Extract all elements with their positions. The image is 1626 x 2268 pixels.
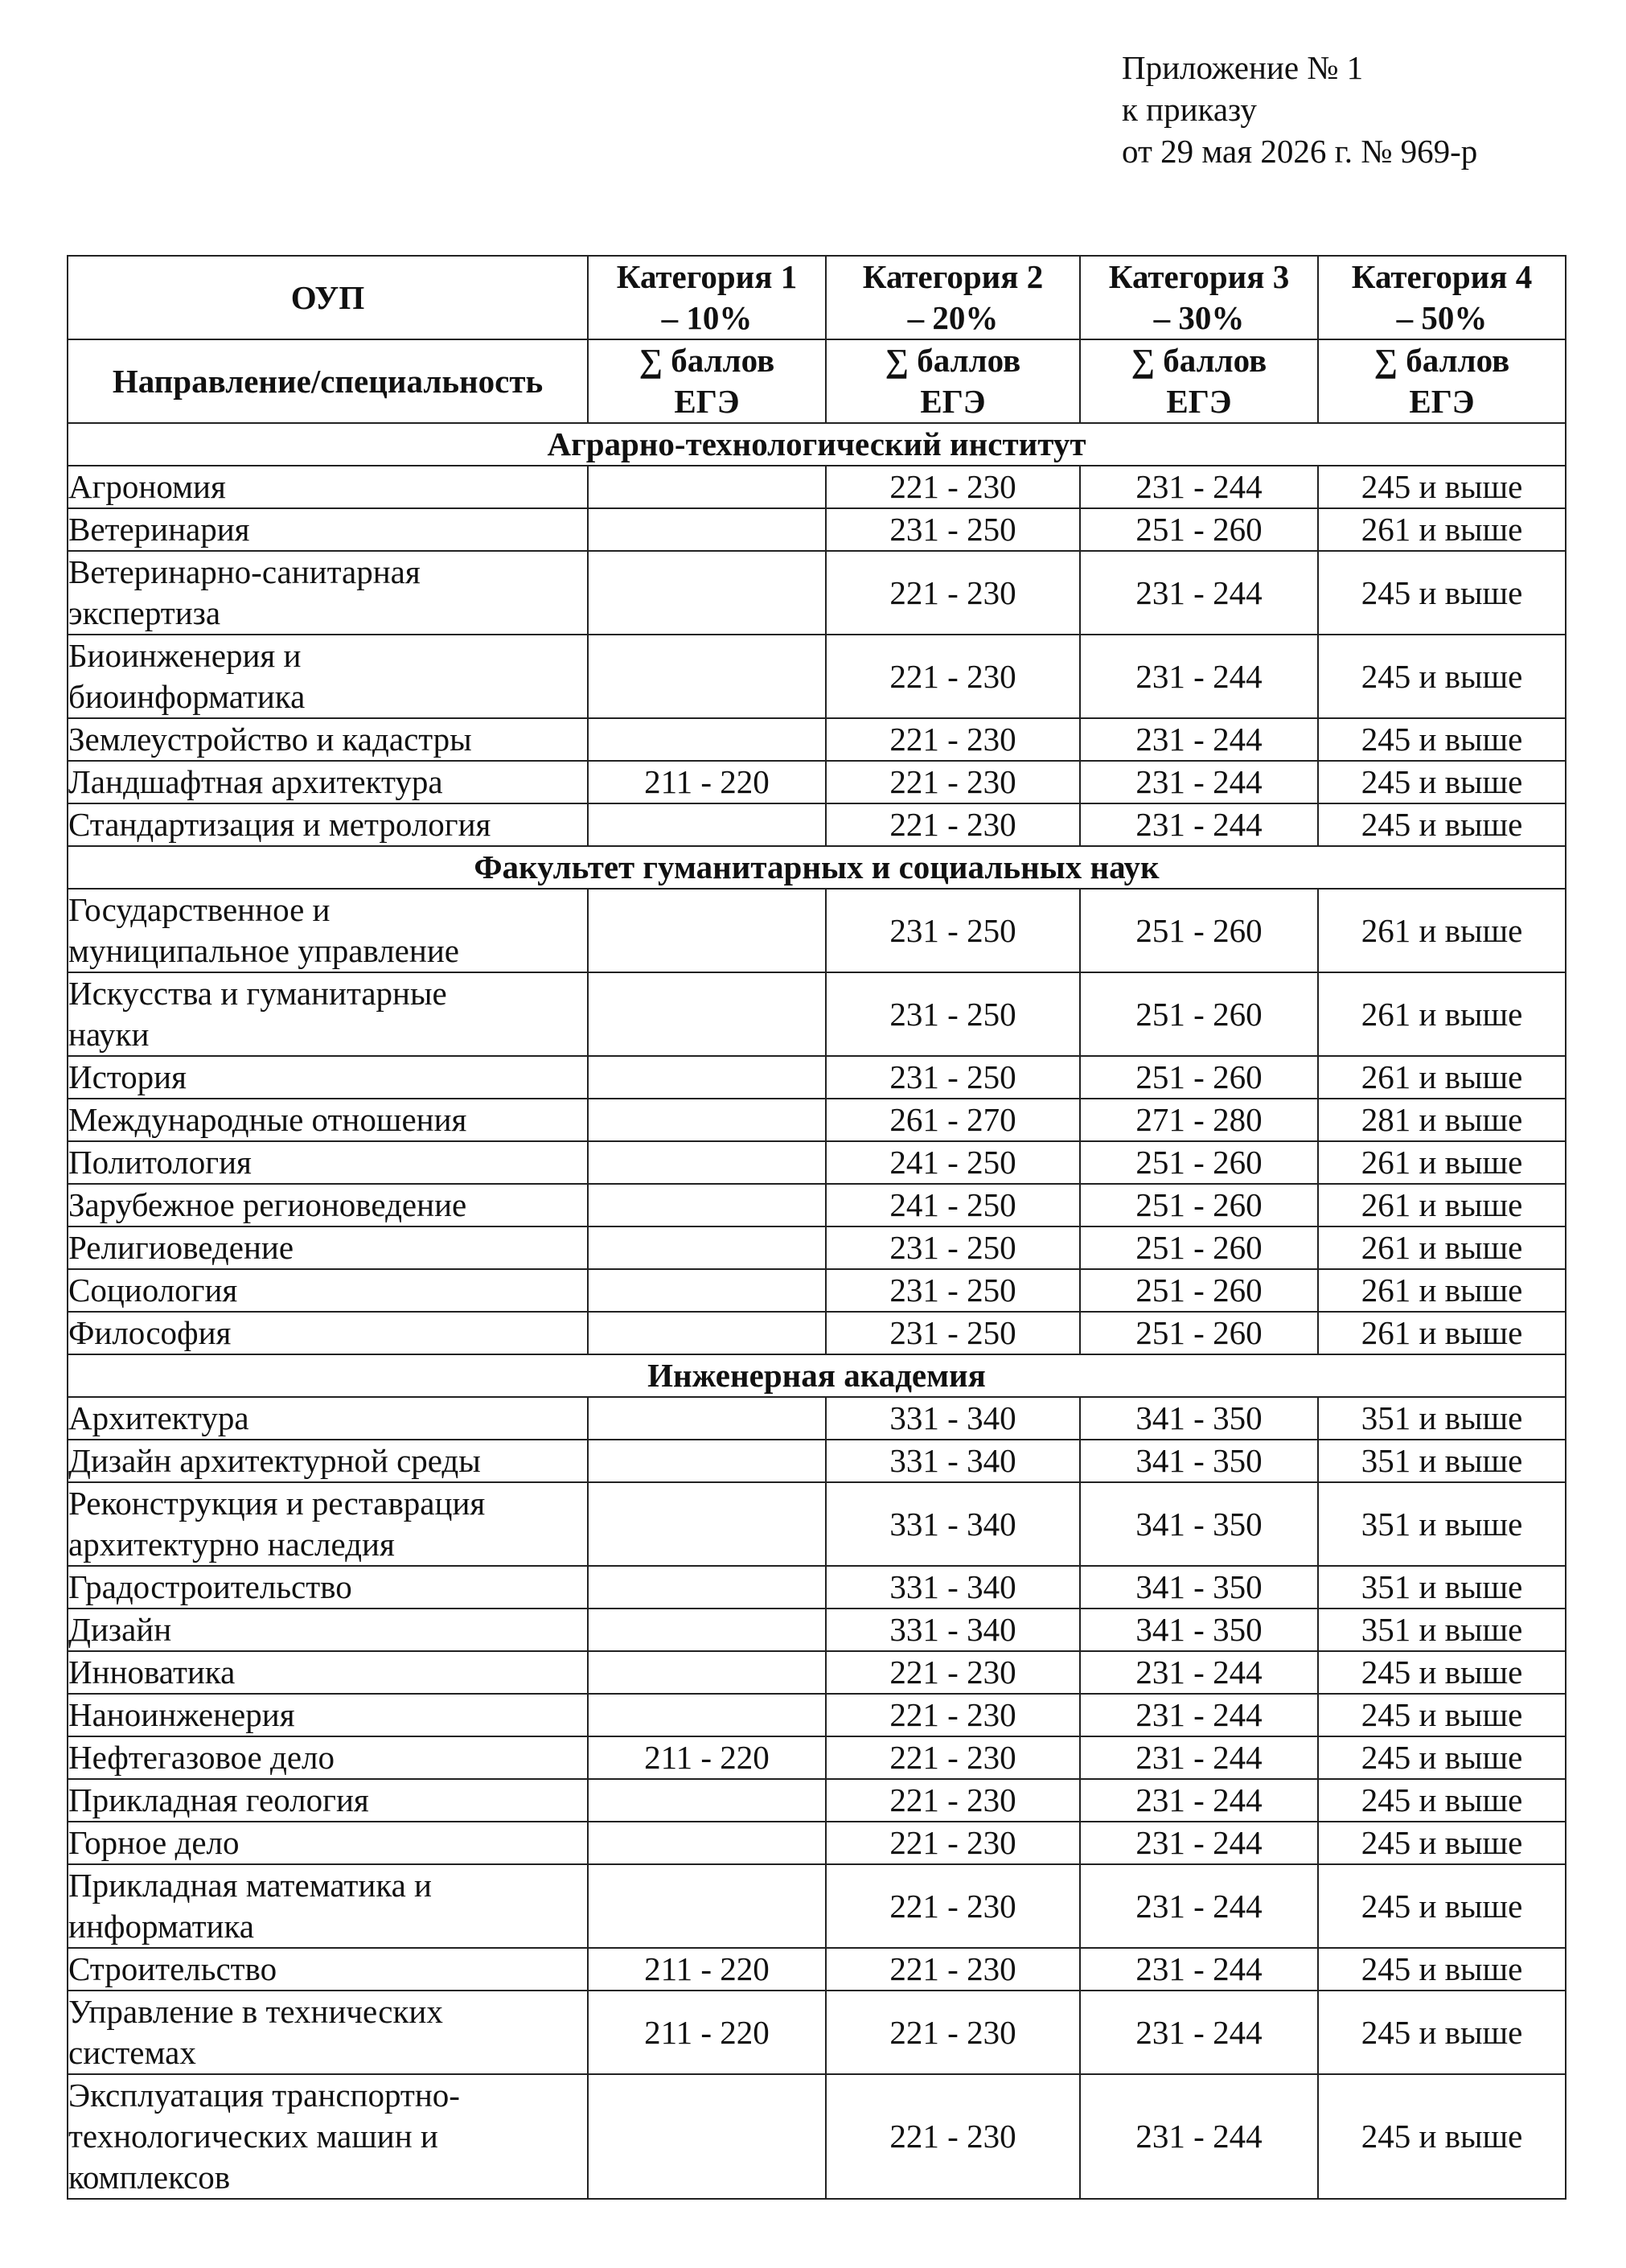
category-4-score: 245 и выше bbox=[1318, 1779, 1566, 1822]
direction-name-line: науки bbox=[68, 1016, 150, 1053]
category-3-score: 251 - 260 bbox=[1080, 508, 1318, 551]
table-row bbox=[68, 1440, 1566, 1482]
direction-name-line: Агрономия bbox=[68, 468, 226, 505]
table-row bbox=[68, 1269, 1566, 1312]
category-1-score bbox=[588, 1609, 826, 1651]
category-4-score: 245 и выше bbox=[1318, 718, 1566, 761]
table-row bbox=[68, 1056, 1566, 1099]
category-2-score: 231 - 250 bbox=[826, 1269, 1080, 1312]
direction-name-line: Эксплуатация транспортно- bbox=[68, 2077, 460, 2114]
category-4-score: 261 и выше bbox=[1318, 972, 1566, 1056]
appendix-date: от 29 мая 2026 г. № 969-р bbox=[1122, 133, 1478, 170]
category-4-score: 245 и выше bbox=[1318, 551, 1566, 635]
category-1-score: 211 - 220 bbox=[588, 761, 826, 803]
category-4-score: 351 и выше bbox=[1318, 1566, 1566, 1609]
score-ege-label: ЕГЭ bbox=[920, 383, 986, 420]
category-2-score: 221 - 230 bbox=[826, 1651, 1080, 1694]
direction-name bbox=[68, 1822, 588, 1864]
direction-name bbox=[68, 1440, 588, 1482]
direction-name bbox=[68, 1226, 588, 1269]
table-row bbox=[68, 2074, 1566, 2199]
direction-name-line: Строительство bbox=[68, 1950, 277, 1987]
direction-name-line: биоинформатика bbox=[68, 678, 306, 715]
category-2-score: 241 - 250 bbox=[826, 1184, 1080, 1226]
section-title: Инженерная академия bbox=[68, 1354, 1566, 1397]
table-row bbox=[68, 718, 1566, 761]
table-row bbox=[68, 1482, 1566, 1566]
score-sum-label: ∑ баллов bbox=[1131, 342, 1267, 379]
category-3-score: 231 - 244 bbox=[1080, 803, 1318, 846]
direction-name bbox=[68, 1566, 588, 1609]
category-3-score: 231 - 244 bbox=[1080, 635, 1318, 718]
direction-name-line: Инноватика bbox=[68, 1654, 236, 1691]
category-4-score: 245 и выше bbox=[1318, 1651, 1566, 1694]
direction-name-line: Политология bbox=[68, 1144, 252, 1181]
category-1-score bbox=[588, 803, 826, 846]
score-sum-label: ∑ баллов bbox=[1373, 342, 1510, 379]
direction-name bbox=[68, 1099, 588, 1141]
table-row bbox=[68, 1779, 1566, 1822]
category-3-score: 251 - 260 bbox=[1080, 1312, 1318, 1354]
direction-name bbox=[68, 1141, 588, 1184]
category-2-score: 221 - 230 bbox=[826, 635, 1080, 718]
direction-name bbox=[68, 761, 588, 803]
category-3-score: 251 - 260 bbox=[1080, 1184, 1318, 1226]
category-3-score: 231 - 244 bbox=[1080, 466, 1318, 508]
category-3-score: 251 - 260 bbox=[1080, 1226, 1318, 1269]
category-3-percent: – 30% bbox=[1153, 299, 1245, 336]
category-2-score: 331 - 340 bbox=[826, 1397, 1080, 1440]
header-score-3 bbox=[1080, 339, 1318, 423]
table-row bbox=[68, 761, 1566, 803]
category-1-score bbox=[588, 1312, 826, 1354]
category-1-score: 211 - 220 bbox=[588, 1736, 826, 1779]
direction-name-line: Горное дело bbox=[68, 1824, 240, 1861]
header-row-categories bbox=[68, 256, 1566, 339]
appendix-title: Приложение № 1 bbox=[1122, 49, 1364, 86]
category-4-label: Категория 4 bbox=[1351, 258, 1533, 295]
table-row bbox=[68, 1099, 1566, 1141]
direction-name bbox=[68, 1779, 588, 1822]
category-3-score: 231 - 244 bbox=[1080, 1822, 1318, 1864]
table-row bbox=[68, 466, 1566, 508]
table-row bbox=[68, 1736, 1566, 1779]
score-ege-label: ЕГЭ bbox=[1166, 383, 1232, 420]
category-2-score: 231 - 250 bbox=[826, 1226, 1080, 1269]
appendix-header bbox=[1122, 47, 1477, 172]
category-3-score: 231 - 244 bbox=[1080, 1991, 1318, 2074]
category-2-score: 221 - 230 bbox=[826, 551, 1080, 635]
category-4-score: 245 и выше bbox=[1318, 1694, 1566, 1736]
direction-name-line: информатика bbox=[68, 1908, 254, 1945]
header-category-4 bbox=[1318, 256, 1566, 339]
table-row bbox=[68, 1141, 1566, 1184]
table-row bbox=[68, 1991, 1566, 2074]
appendix-order: к приказу bbox=[1122, 91, 1257, 128]
direction-name bbox=[68, 1991, 588, 2074]
direction-name-line: Ветеринария bbox=[68, 511, 250, 548]
category-2-score: 231 - 250 bbox=[826, 1312, 1080, 1354]
category-2-score: 221 - 230 bbox=[826, 1948, 1080, 1991]
direction-name-line: Стандартизация и метрология bbox=[68, 806, 491, 843]
category-3-score: 251 - 260 bbox=[1080, 1269, 1318, 1312]
table-row bbox=[68, 1651, 1566, 1694]
category-3-score: 251 - 260 bbox=[1080, 1056, 1318, 1099]
header-category-1 bbox=[588, 256, 826, 339]
direction-name-line: системах bbox=[68, 2034, 196, 2071]
direction-name-line: Наноинженерия bbox=[68, 1696, 295, 1733]
table-row bbox=[68, 889, 1566, 972]
header-score-4 bbox=[1318, 339, 1566, 423]
direction-name bbox=[68, 1397, 588, 1440]
category-2-score: 231 - 250 bbox=[826, 889, 1080, 972]
category-1-score bbox=[588, 1269, 826, 1312]
table-row bbox=[68, 1397, 1566, 1440]
table-row bbox=[68, 803, 1566, 846]
category-3-score: 231 - 244 bbox=[1080, 2074, 1318, 2199]
direction-name bbox=[68, 718, 588, 761]
category-3-score: 271 - 280 bbox=[1080, 1099, 1318, 1141]
category-4-score: 245 и выше bbox=[1318, 1948, 1566, 1991]
category-2-score: 231 - 250 bbox=[826, 508, 1080, 551]
category-1-score bbox=[588, 972, 826, 1056]
category-3-score: 341 - 350 bbox=[1080, 1482, 1318, 1566]
table-body bbox=[68, 423, 1566, 2199]
score-ege-label: ЕГЭ bbox=[674, 383, 740, 420]
direction-name-line: Реконструкция и реставрация bbox=[68, 1485, 486, 1522]
category-2-label: Категория 2 bbox=[862, 258, 1044, 295]
category-1-score bbox=[588, 1099, 826, 1141]
category-1-score: 211 - 220 bbox=[588, 1991, 826, 2074]
direction-name-line: Прикладная геология bbox=[68, 1781, 369, 1818]
category-4-score: 261 и выше bbox=[1318, 1056, 1566, 1099]
category-4-score: 351 и выше bbox=[1318, 1609, 1566, 1651]
section-title: Аграрно-технологический институт bbox=[68, 423, 1566, 466]
category-4-score: 245 и выше bbox=[1318, 466, 1566, 508]
category-3-score: 341 - 350 bbox=[1080, 1566, 1318, 1609]
direction-name-line: Международные отношения bbox=[68, 1101, 467, 1138]
category-2-score: 221 - 230 bbox=[826, 466, 1080, 508]
direction-name bbox=[68, 551, 588, 635]
direction-name-line: Ландшафтная архитектура bbox=[68, 763, 443, 800]
table-row bbox=[68, 551, 1566, 635]
category-2-score: 221 - 230 bbox=[826, 1736, 1080, 1779]
category-1-score: 211 - 220 bbox=[588, 1948, 826, 1991]
category-3-score: 251 - 260 bbox=[1080, 889, 1318, 972]
category-3-score: 231 - 244 bbox=[1080, 718, 1318, 761]
category-4-score: 261 и выше bbox=[1318, 1141, 1566, 1184]
header-score-1 bbox=[588, 339, 826, 423]
direction-name bbox=[68, 1651, 588, 1694]
category-2-score: 221 - 230 bbox=[826, 2074, 1080, 2199]
direction-name bbox=[68, 466, 588, 508]
category-4-score: 245 и выше bbox=[1318, 1991, 1566, 2074]
category-4-score: 245 и выше bbox=[1318, 2074, 1566, 2199]
direction-name-line: Нефтегазовое дело bbox=[68, 1739, 335, 1776]
category-4-score: 261 и выше bbox=[1318, 889, 1566, 972]
category-1-score bbox=[588, 1779, 826, 1822]
category-1-score bbox=[588, 1822, 826, 1864]
category-2-score: 331 - 340 bbox=[826, 1609, 1080, 1651]
category-2-score: 261 - 270 bbox=[826, 1099, 1080, 1141]
category-3-score: 341 - 350 bbox=[1080, 1397, 1318, 1440]
category-3-label: Категория 3 bbox=[1108, 258, 1290, 295]
direction-name bbox=[68, 1312, 588, 1354]
category-3-score: 231 - 244 bbox=[1080, 761, 1318, 803]
table-row bbox=[68, 1822, 1566, 1864]
scores-table bbox=[67, 255, 1566, 2200]
category-1-score bbox=[588, 635, 826, 718]
direction-name-line: муниципальное управление bbox=[68, 932, 459, 969]
score-ege-label: ЕГЭ bbox=[1409, 383, 1475, 420]
category-1-score bbox=[588, 2074, 826, 2199]
direction-name-line: Архитектура bbox=[68, 1399, 249, 1436]
category-3-score: 251 - 260 bbox=[1080, 972, 1318, 1056]
direction-name-line: Землеустройство и кадастры bbox=[68, 721, 472, 758]
table-row bbox=[68, 972, 1566, 1056]
category-1-score bbox=[588, 1566, 826, 1609]
category-4-score: 245 и выше bbox=[1318, 635, 1566, 718]
category-2-score: 231 - 250 bbox=[826, 1056, 1080, 1099]
category-2-score: 221 - 230 bbox=[826, 803, 1080, 846]
category-3-score: 341 - 350 bbox=[1080, 1609, 1318, 1651]
category-2-score: 221 - 230 bbox=[826, 718, 1080, 761]
category-1-score bbox=[588, 1184, 826, 1226]
category-3-score: 251 - 260 bbox=[1080, 1141, 1318, 1184]
section-title: Факультет гуманитарных и социальных наук bbox=[68, 846, 1566, 889]
category-4-score: 351 и выше bbox=[1318, 1440, 1566, 1482]
header-row-scores bbox=[68, 339, 1566, 423]
header-score-2 bbox=[826, 339, 1080, 423]
category-4-score: 261 и выше bbox=[1318, 1312, 1566, 1354]
category-2-score: 331 - 340 bbox=[826, 1566, 1080, 1609]
table-row bbox=[68, 1226, 1566, 1269]
category-1-score bbox=[588, 1226, 826, 1269]
category-4-score: 245 и выше bbox=[1318, 1864, 1566, 1948]
direction-name-line: Дизайн архитектурной среды bbox=[68, 1442, 481, 1479]
category-1-score bbox=[588, 1141, 826, 1184]
table-row bbox=[68, 1694, 1566, 1736]
category-4-score: 245 и выше bbox=[1318, 761, 1566, 803]
section-row bbox=[68, 1354, 1566, 1397]
direction-name-line: экспертиза bbox=[68, 594, 221, 631]
category-4-score: 281 и выше bbox=[1318, 1099, 1566, 1141]
category-3-score: 231 - 244 bbox=[1080, 1694, 1318, 1736]
category-2-percent: – 20% bbox=[907, 299, 999, 336]
category-1-score bbox=[588, 889, 826, 972]
header-direction: Направление/специальность bbox=[68, 339, 588, 423]
direction-name bbox=[68, 1184, 588, 1226]
direction-name-line: комплексов bbox=[68, 2159, 231, 2196]
table-row bbox=[68, 1864, 1566, 1948]
category-3-score: 231 - 244 bbox=[1080, 1651, 1318, 1694]
direction-name-line: Ветеринарно-санитарная bbox=[68, 553, 421, 590]
direction-name-line: Зарубежное регионоведение bbox=[68, 1186, 467, 1223]
direction-name-line: Искусства и гуманитарные bbox=[68, 975, 447, 1012]
direction-name bbox=[68, 1609, 588, 1651]
category-4-score: 261 и выше bbox=[1318, 508, 1566, 551]
category-4-score: 245 и выше bbox=[1318, 1736, 1566, 1779]
category-4-score: 245 и выше bbox=[1318, 1822, 1566, 1864]
score-sum-label: ∑ баллов bbox=[638, 342, 775, 379]
category-1-score bbox=[588, 1864, 826, 1948]
table-row bbox=[68, 1609, 1566, 1651]
category-2-score: 221 - 230 bbox=[826, 761, 1080, 803]
category-2-score: 221 - 230 bbox=[826, 1822, 1080, 1864]
direction-name-line: Философия bbox=[68, 1314, 232, 1351]
category-2-score: 241 - 250 bbox=[826, 1141, 1080, 1184]
category-1-score bbox=[588, 466, 826, 508]
category-1-score bbox=[588, 551, 826, 635]
direction-name bbox=[68, 1864, 588, 1948]
header-category-2 bbox=[826, 256, 1080, 339]
category-3-score: 231 - 244 bbox=[1080, 1736, 1318, 1779]
category-2-score: 221 - 230 bbox=[826, 1779, 1080, 1822]
direction-name bbox=[68, 635, 588, 718]
direction-name bbox=[68, 1694, 588, 1736]
category-3-score: 341 - 350 bbox=[1080, 1440, 1318, 1482]
table-row bbox=[68, 1184, 1566, 1226]
category-1-percent: – 10% bbox=[661, 299, 753, 336]
direction-name-line: История bbox=[68, 1058, 187, 1095]
category-1-score bbox=[588, 1397, 826, 1440]
table-row bbox=[68, 1312, 1566, 1354]
category-2-score: 231 - 250 bbox=[826, 972, 1080, 1056]
direction-name-line: Прикладная математика и bbox=[68, 1867, 433, 1904]
direction-name bbox=[68, 889, 588, 972]
category-1-score bbox=[588, 1482, 826, 1566]
category-2-score: 221 - 230 bbox=[826, 1694, 1080, 1736]
category-2-score: 221 - 230 bbox=[826, 1991, 1080, 2074]
direction-name-line: Градостроительство bbox=[68, 1568, 352, 1605]
direction-name-line: Биоинженерия и bbox=[68, 637, 302, 674]
direction-name-line: технологических машин и bbox=[68, 2118, 438, 2155]
table-row bbox=[68, 508, 1566, 551]
table-row bbox=[68, 1948, 1566, 1991]
category-2-score: 221 - 230 bbox=[826, 1864, 1080, 1948]
category-4-score: 351 и выше bbox=[1318, 1397, 1566, 1440]
header-category-3 bbox=[1080, 256, 1318, 339]
category-4-score: 261 и выше bbox=[1318, 1226, 1566, 1269]
table-row bbox=[68, 1566, 1566, 1609]
header-oup: ОУП bbox=[68, 256, 588, 339]
direction-name bbox=[68, 1269, 588, 1312]
direction-name-line: Религиоведение bbox=[68, 1229, 294, 1266]
category-4-score: 351 и выше bbox=[1318, 1482, 1566, 1566]
direction-name-line: Дизайн bbox=[68, 1611, 172, 1648]
direction-name-line: Управление в технических bbox=[68, 1993, 443, 2030]
section-row bbox=[68, 846, 1566, 889]
direction-name bbox=[68, 508, 588, 551]
direction-name bbox=[68, 1482, 588, 1566]
direction-name-line: архитектурно наследия bbox=[68, 1526, 395, 1563]
direction-name-line: Государственное и bbox=[68, 891, 331, 928]
category-1-score bbox=[588, 1056, 826, 1099]
direction-name-line: Социология bbox=[68, 1272, 238, 1309]
category-2-score: 331 - 340 bbox=[826, 1440, 1080, 1482]
direction-name bbox=[68, 803, 588, 846]
direction-name bbox=[68, 972, 588, 1056]
category-4-score: 261 и выше bbox=[1318, 1184, 1566, 1226]
direction-name bbox=[68, 2074, 588, 2199]
category-1-label: Категория 1 bbox=[616, 258, 798, 295]
category-1-score bbox=[588, 1651, 826, 1694]
category-3-score: 231 - 244 bbox=[1080, 1948, 1318, 1991]
table-row bbox=[68, 635, 1566, 718]
category-4-percent: – 50% bbox=[1396, 299, 1488, 336]
section-row bbox=[68, 423, 1566, 466]
category-1-score bbox=[588, 718, 826, 761]
category-2-score: 331 - 340 bbox=[826, 1482, 1080, 1566]
direction-name bbox=[68, 1948, 588, 1991]
score-sum-label: ∑ баллов bbox=[885, 342, 1021, 379]
direction-name bbox=[68, 1736, 588, 1779]
category-3-score: 231 - 244 bbox=[1080, 1779, 1318, 1822]
category-1-score bbox=[588, 508, 826, 551]
category-3-score: 231 - 244 bbox=[1080, 1864, 1318, 1948]
category-4-score: 245 и выше bbox=[1318, 803, 1566, 846]
direction-name bbox=[68, 1056, 588, 1099]
category-3-score: 231 - 244 bbox=[1080, 551, 1318, 635]
category-4-score: 261 и выше bbox=[1318, 1269, 1566, 1312]
category-1-score bbox=[588, 1440, 826, 1482]
category-1-score bbox=[588, 1694, 826, 1736]
